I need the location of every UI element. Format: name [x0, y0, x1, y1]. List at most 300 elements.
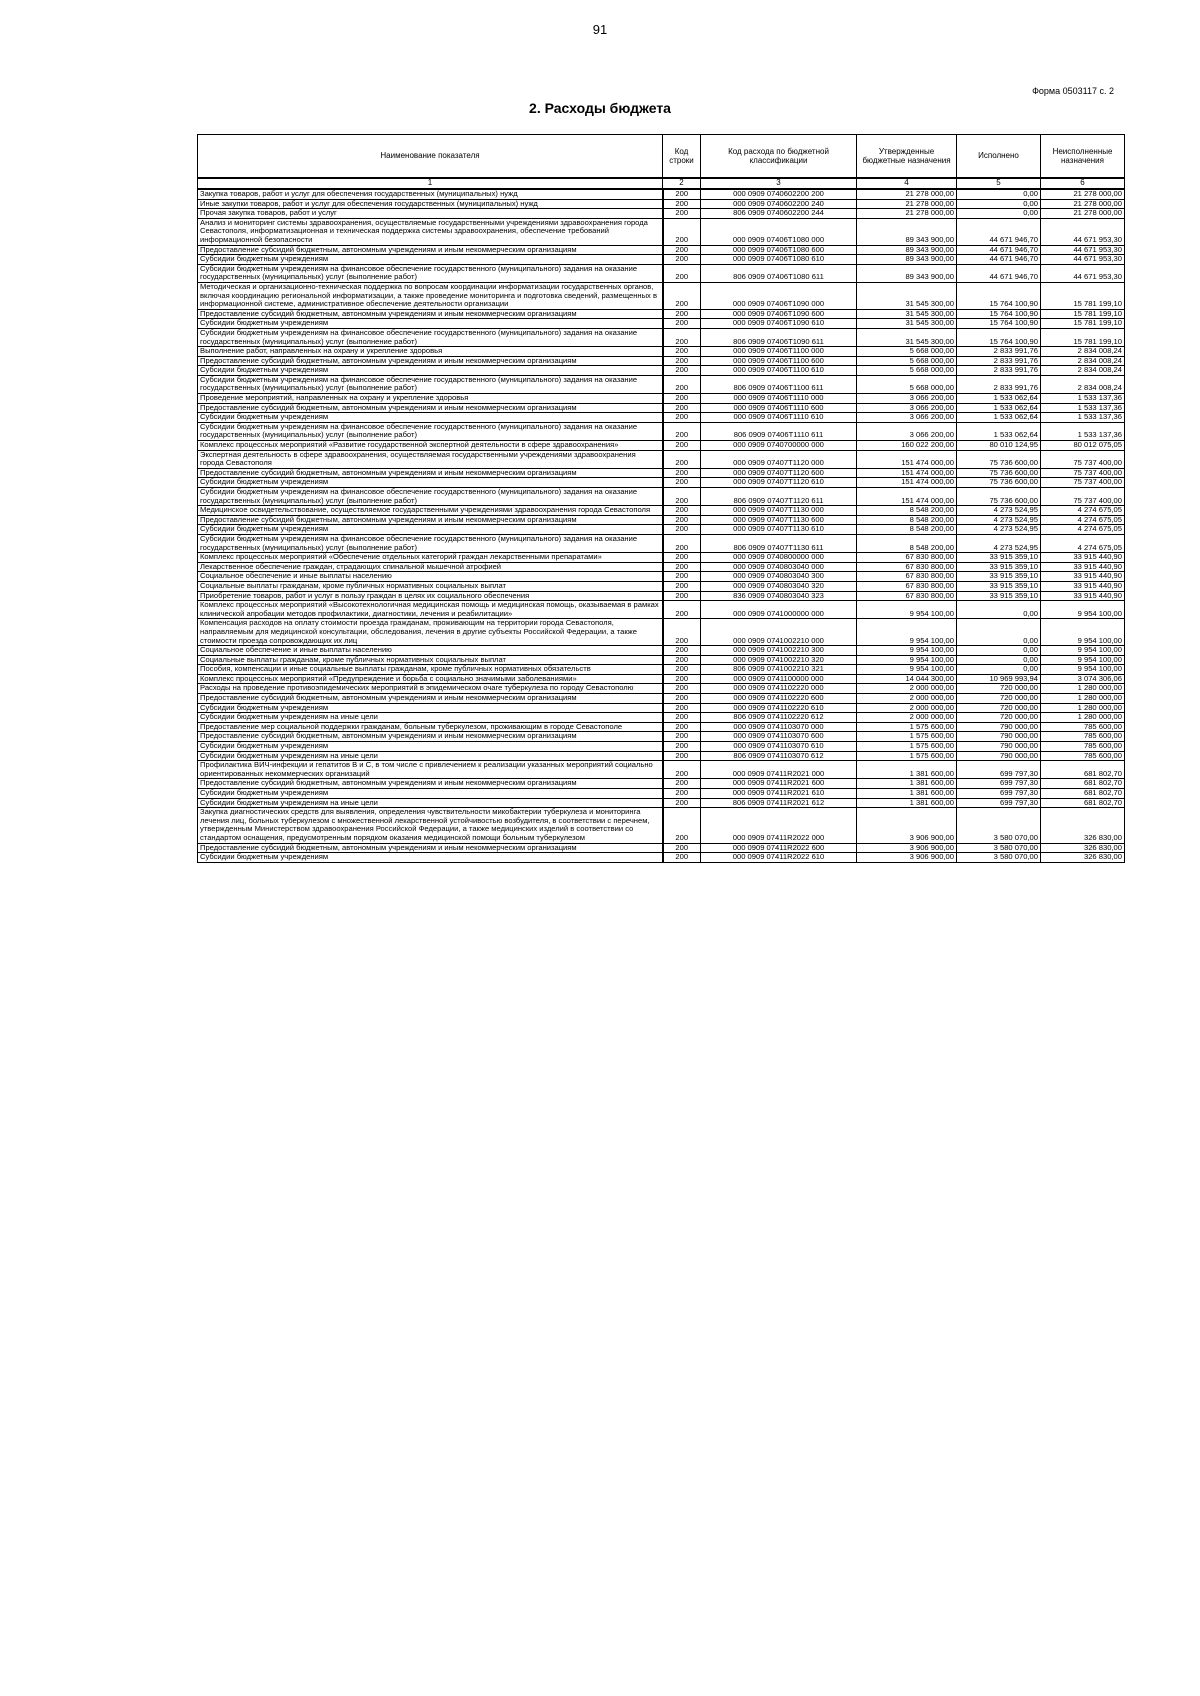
row-code-cell: 200 — [663, 525, 701, 535]
approved-amount-cell: 9 954 100,00 — [857, 646, 957, 656]
indicator-name-cell: Комплекс процессных мероприятий «Предупреждение и борьба с социально значимыми заболеваниями» — [198, 674, 663, 684]
indicator-name-cell: Предоставление субсидий бюджетным, автономным учреждениям и иным некоммерческим организациям — [198, 468, 663, 478]
approved-amount-cell: 9 954 100,00 — [857, 601, 957, 619]
unexecuted-amount-cell: 1 533 137,36 — [1041, 413, 1125, 423]
table-body — [198, 189, 1125, 862]
approved-amount-cell: 2 000 000,00 — [857, 684, 957, 694]
unexecuted-amount-cell: 785 600,00 — [1041, 751, 1125, 761]
unexecuted-amount-cell: 44 671 953,30 — [1041, 255, 1125, 265]
executed-amount-cell: 2 833 991,76 — [957, 375, 1041, 393]
table-row — [198, 525, 1125, 535]
header-row-code: Код строки — [663, 135, 701, 179]
executed-amount-cell: 3 580 070,00 — [957, 853, 1041, 863]
indicator-name-cell: Субсидии бюджетным учреждениям на иные цели — [198, 798, 663, 808]
executed-amount-cell: 75 736 600,00 — [957, 450, 1041, 468]
row-code-cell: 200 — [663, 245, 701, 255]
approved-amount-cell: 151 474 000,00 — [857, 478, 957, 488]
executed-amount-cell: 15 764 100,90 — [957, 282, 1041, 309]
table-row — [198, 488, 1125, 506]
unexecuted-amount-cell: 681 802,70 — [1041, 779, 1125, 789]
row-code-cell: 200 — [663, 209, 701, 219]
row-code-cell: 200 — [663, 843, 701, 853]
executed-amount-cell: 15 764 100,90 — [957, 309, 1041, 319]
approved-amount-cell: 31 545 300,00 — [857, 282, 957, 309]
indicator-name-cell: Субсидии бюджетным учреждениям на финансовое обеспечение государственного (муниципального) задания на оказание государственных (муниципальных) услуг (выполнение работ) — [198, 375, 663, 393]
approved-amount-cell: 31 545 300,00 — [857, 309, 957, 319]
table-row — [198, 218, 1125, 245]
unexecuted-amount-cell: 75 737 400,00 — [1041, 478, 1125, 488]
unexecuted-amount-cell: 1 533 137,36 — [1041, 403, 1125, 413]
row-code-cell: 200 — [663, 488, 701, 506]
table-row — [198, 684, 1125, 694]
unexecuted-amount-cell: 15 781 199,10 — [1041, 282, 1125, 309]
header-executed: Исполнено — [957, 135, 1041, 179]
unexecuted-amount-cell: 9 954 100,00 — [1041, 619, 1125, 646]
approved-amount-cell: 67 830 800,00 — [857, 553, 957, 563]
table-row — [198, 732, 1125, 742]
indicator-name-cell: Комплекс процессных мероприятий «Развитие государственной экспертной деятельности в сфере здравоохранения» — [198, 441, 663, 451]
unexecuted-amount-cell: 326 830,00 — [1041, 843, 1125, 853]
expense-code-cell: 000 0909 07411R2021 000 — [701, 761, 857, 779]
expense-code-cell: 000 0909 0740602200 200 — [701, 189, 857, 199]
approved-amount-cell: 21 278 000,00 — [857, 189, 957, 199]
unexecuted-amount-cell: 21 278 000,00 — [1041, 189, 1125, 199]
expense-code-cell: 000 0909 0740803040 320 — [701, 581, 857, 591]
executed-amount-cell: 2 833 991,76 — [957, 356, 1041, 366]
row-code-cell: 200 — [663, 761, 701, 779]
approved-amount-cell: 5 668 000,00 — [857, 366, 957, 376]
indicator-name-cell: Субсидии бюджетным учреждениям на финансовое обеспечение государственного (муниципального) задания на оказание государственных (муниципальных) услуг (выполнение работ) — [198, 534, 663, 552]
row-code-cell: 200 — [663, 218, 701, 245]
indicator-name-cell: Закупка товаров, работ и услуг для обеспечения государственных (муниципальных) нужд — [198, 189, 663, 199]
expenses-table — [197, 134, 1125, 863]
unexecuted-amount-cell: 21 278 000,00 — [1041, 199, 1125, 209]
unexecuted-amount-cell: 4 274 675,05 — [1041, 506, 1125, 516]
header-approved: Утвержденные бюджетные назначения — [857, 135, 957, 179]
indicator-name-cell: Предоставление субсидий бюджетным, автономным учреждениям и иным некоммерческим организациям — [198, 843, 663, 853]
expense-code-cell: 000 0909 07406Т1090 600 — [701, 309, 857, 319]
executed-amount-cell: 4 273 524,95 — [957, 525, 1041, 535]
expense-code-cell: 806 0909 07406Т1080 611 — [701, 264, 857, 282]
table-row — [198, 562, 1125, 572]
indicator-name-cell: Иные закупки товаров, работ и услуг для обеспечения государственных (муниципальных) нужд — [198, 199, 663, 209]
table-row — [198, 189, 1125, 199]
unexecuted-amount-cell: 326 830,00 — [1041, 853, 1125, 863]
table-row — [198, 581, 1125, 591]
table-row — [198, 264, 1125, 282]
executed-amount-cell: 10 969 993,94 — [957, 674, 1041, 684]
approved-amount-cell: 3 906 900,00 — [857, 853, 957, 863]
approved-amount-cell: 1 381 600,00 — [857, 798, 957, 808]
approved-amount-cell: 8 548 200,00 — [857, 525, 957, 535]
unexecuted-amount-cell: 785 600,00 — [1041, 742, 1125, 752]
executed-amount-cell: 44 671 946,70 — [957, 264, 1041, 282]
executed-amount-cell: 699 797,30 — [957, 761, 1041, 779]
row-code-cell: 200 — [663, 394, 701, 404]
table-row — [198, 403, 1125, 413]
approved-amount-cell: 1 575 600,00 — [857, 732, 957, 742]
table-row — [198, 713, 1125, 723]
executed-amount-cell: 15 764 100,90 — [957, 328, 1041, 346]
indicator-name-cell: Субсидии бюджетным учреждениям — [198, 525, 663, 535]
indicator-name-cell: Субсидии бюджетным учреждениям — [198, 853, 663, 863]
indicator-name-cell: Субсидии бюджетным учреждениям на иные цели — [198, 751, 663, 761]
approved-amount-cell: 89 343 900,00 — [857, 218, 957, 245]
table-row — [198, 422, 1125, 440]
row-code-cell: 200 — [663, 309, 701, 319]
expense-code-cell: 000 0909 07406Т1100 000 — [701, 347, 857, 357]
expense-code-cell: 000 0909 07407Т1120 600 — [701, 468, 857, 478]
executed-amount-cell: 80 010 124,95 — [957, 441, 1041, 451]
expense-code-cell: 806 0909 07406Т1100 611 — [701, 375, 857, 393]
indicator-name-cell: Субсидии бюджетным учреждениям на финансовое обеспечение государственного (муниципального) задания на оказание государственных (муниципальных) услуг (выполнение работ) — [198, 422, 663, 440]
executed-amount-cell: 790 000,00 — [957, 722, 1041, 732]
expense-code-cell: 000 0909 07406Т1090 000 — [701, 282, 857, 309]
row-code-cell: 200 — [663, 506, 701, 516]
row-code-cell: 200 — [663, 403, 701, 413]
column-number: 1 — [198, 178, 663, 189]
unexecuted-amount-cell: 33 915 440,90 — [1041, 581, 1125, 591]
unexecuted-amount-cell: 75 737 400,00 — [1041, 488, 1125, 506]
unexecuted-amount-cell: 3 074 306,06 — [1041, 674, 1125, 684]
unexecuted-amount-cell: 33 915 440,90 — [1041, 572, 1125, 582]
expense-code-cell: 000 0909 07406Т1110 610 — [701, 413, 857, 423]
indicator-name-cell: Предоставление субсидий бюджетным, автономным учреждениям и иным некоммерческим организациям — [198, 403, 663, 413]
expense-code-cell: 000 0909 07411R2021 600 — [701, 779, 857, 789]
indicator-name-cell: Приобретение товаров, работ и услуг в пользу граждан в целях их социального обеспечения — [198, 591, 663, 601]
unexecuted-amount-cell: 33 915 440,90 — [1041, 553, 1125, 563]
indicator-name-cell: Субсидии бюджетным учреждениям — [198, 255, 663, 265]
row-code-cell: 200 — [663, 779, 701, 789]
indicator-name-cell: Методическая и организационно-техническая поддержка по вопросам координации информатизации государственных органов, включая координацию региональной информатизации, а также проведение мониторинга и подготовка сведений, размещенных в информационной системе, административное обеспечение деятельности организации — [198, 282, 663, 309]
table-row — [198, 601, 1125, 619]
row-code-cell: 200 — [663, 356, 701, 366]
table-row — [198, 694, 1125, 704]
unexecuted-amount-cell: 681 802,70 — [1041, 761, 1125, 779]
executed-amount-cell: 699 797,30 — [957, 779, 1041, 789]
expense-code-cell: 000 0909 07407Т1130 600 — [701, 515, 857, 525]
approved-amount-cell: 151 474 000,00 — [857, 468, 957, 478]
row-code-cell: 200 — [663, 591, 701, 601]
indicator-name-cell: Субсидии бюджетным учреждениям — [198, 366, 663, 376]
expense-code-cell: 000 0909 0741102220 600 — [701, 694, 857, 704]
row-code-cell: 200 — [663, 319, 701, 329]
page-number: 91 — [592, 22, 608, 37]
unexecuted-amount-cell: 1 280 000,00 — [1041, 684, 1125, 694]
expense-code-cell: 000 0909 0740803040 300 — [701, 572, 857, 582]
expense-code-cell: 806 0909 07411R2021 612 — [701, 798, 857, 808]
expense-code-cell: 806 0909 07406Т1090 611 — [701, 328, 857, 346]
approved-amount-cell: 21 278 000,00 — [857, 209, 957, 219]
table-row — [198, 789, 1125, 799]
row-code-cell: 200 — [663, 515, 701, 525]
expense-code-cell: 000 0909 07411R2022 600 — [701, 843, 857, 853]
approved-amount-cell: 67 830 800,00 — [857, 572, 957, 582]
row-code-cell: 200 — [663, 722, 701, 732]
approved-amount-cell: 151 474 000,00 — [857, 488, 957, 506]
executed-amount-cell: 790 000,00 — [957, 732, 1041, 742]
column-number: 2 — [663, 178, 701, 189]
approved-amount-cell: 3 066 200,00 — [857, 413, 957, 423]
expense-code-cell: 000 0909 07407Т1120 610 — [701, 478, 857, 488]
table-row — [198, 413, 1125, 423]
expense-code-cell: 806 0909 07407Т1120 611 — [701, 488, 857, 506]
table-row — [198, 761, 1125, 779]
unexecuted-amount-cell: 1 533 137,36 — [1041, 422, 1125, 440]
unexecuted-amount-cell: 2 834 008,24 — [1041, 366, 1125, 376]
row-code-cell: 200 — [663, 562, 701, 572]
executed-amount-cell: 790 000,00 — [957, 742, 1041, 752]
executed-amount-cell: 0,00 — [957, 209, 1041, 219]
expense-code-cell: 000 0909 0741002210 300 — [701, 646, 857, 656]
row-code-cell: 200 — [663, 572, 701, 582]
indicator-name-cell: Комплекс процессных мероприятий «Высокотехнологичная медицинская помощь и медицинская помощь, оказываемая в рамках клинической апробации методов профилактики, диагностики, лечения и реабилитации» — [198, 601, 663, 619]
expense-code-cell: 000 0909 0740602200 240 — [701, 199, 857, 209]
indicator-name-cell: Субсидии бюджетным учреждениям — [198, 742, 663, 752]
indicator-name-cell: Анализ и мониторинг системы здравоохранения, осуществляемые государственными учреждениями здравоохранения города Севастополя, информатизационная и техническая поддержка системы здравоохранения, обеспечение требований информационной безопасности — [198, 218, 663, 245]
row-code-cell: 200 — [663, 751, 701, 761]
row-code-cell: 200 — [663, 422, 701, 440]
indicator-name-cell: Социальные выплаты гражданам, кроме публичных нормативных социальных выплат — [198, 581, 663, 591]
approved-amount-cell: 5 668 000,00 — [857, 356, 957, 366]
row-code-cell: 200 — [663, 601, 701, 619]
executed-amount-cell: 75 736 600,00 — [957, 468, 1041, 478]
approved-amount-cell: 67 830 800,00 — [857, 581, 957, 591]
expense-code-cell: 000 0909 0740800000 000 — [701, 553, 857, 563]
executed-amount-cell: 3 580 070,00 — [957, 843, 1041, 853]
expense-code-cell: 000 0909 07407Т1120 000 — [701, 450, 857, 468]
unexecuted-amount-cell: 4 274 675,05 — [1041, 525, 1125, 535]
expense-code-cell: 000 0909 07411R2021 610 — [701, 789, 857, 799]
approved-amount-cell: 160 022 200,00 — [857, 441, 957, 451]
unexecuted-amount-cell: 2 834 008,24 — [1041, 375, 1125, 393]
approved-amount-cell: 8 548 200,00 — [857, 506, 957, 516]
executed-amount-cell: 720 000,00 — [957, 694, 1041, 704]
executed-amount-cell: 0,00 — [957, 619, 1041, 646]
expense-code-cell: 000 0909 07411R2022 000 — [701, 808, 857, 843]
table-row — [198, 245, 1125, 255]
approved-amount-cell: 1 575 600,00 — [857, 751, 957, 761]
expense-code-cell: 000 0909 07406Т1090 610 — [701, 319, 857, 329]
executed-amount-cell: 0,00 — [957, 601, 1041, 619]
expense-code-cell: 000 0909 0741102220 610 — [701, 703, 857, 713]
row-code-cell: 200 — [663, 189, 701, 199]
row-code-cell: 200 — [663, 684, 701, 694]
row-code-cell: 200 — [663, 441, 701, 451]
row-code-cell: 200 — [663, 646, 701, 656]
row-code-cell: 200 — [663, 732, 701, 742]
header-indicator-name: Наименование показателя — [198, 135, 663, 179]
table-row — [198, 209, 1125, 219]
unexecuted-amount-cell: 785 600,00 — [1041, 722, 1125, 732]
expense-code-cell: 000 0909 0740700000 000 — [701, 441, 857, 451]
executed-amount-cell: 699 797,30 — [957, 789, 1041, 799]
expense-code-cell: 806 0909 07406Т1110 611 — [701, 422, 857, 440]
table-row — [198, 515, 1125, 525]
indicator-name-cell: Субсидии бюджетным учреждениям — [198, 789, 663, 799]
unexecuted-amount-cell: 9 954 100,00 — [1041, 665, 1125, 675]
approved-amount-cell: 1 575 600,00 — [857, 742, 957, 752]
approved-amount-cell: 67 830 800,00 — [857, 591, 957, 601]
unexecuted-amount-cell: 44 671 953,30 — [1041, 264, 1125, 282]
approved-amount-cell: 89 343 900,00 — [857, 245, 957, 255]
form-code: Форма 0503117 с. 2 — [1032, 86, 1114, 96]
unexecuted-amount-cell: 9 954 100,00 — [1041, 655, 1125, 665]
approved-amount-cell: 21 278 000,00 — [857, 199, 957, 209]
table-row — [198, 572, 1125, 582]
row-code-cell: 200 — [663, 808, 701, 843]
approved-amount-cell: 2 000 000,00 — [857, 703, 957, 713]
approved-amount-cell: 89 343 900,00 — [857, 255, 957, 265]
expense-code-cell: 000 0909 07406Т1080 610 — [701, 255, 857, 265]
table-row — [198, 468, 1125, 478]
approved-amount-cell: 1 381 600,00 — [857, 789, 957, 799]
expense-code-cell: 000 0909 0740803040 000 — [701, 562, 857, 572]
unexecuted-amount-cell: 33 915 440,90 — [1041, 562, 1125, 572]
table-row — [198, 282, 1125, 309]
expense-code-cell: 000 0909 0741103070 600 — [701, 732, 857, 742]
row-code-cell: 200 — [663, 264, 701, 282]
table-row — [198, 319, 1125, 329]
table-row — [198, 441, 1125, 451]
approved-amount-cell: 1 381 600,00 — [857, 779, 957, 789]
row-code-cell: 200 — [663, 450, 701, 468]
unexecuted-amount-cell: 785 600,00 — [1041, 732, 1125, 742]
indicator-name-cell: Субсидии бюджетным учреждениям — [198, 478, 663, 488]
executed-amount-cell: 75 736 600,00 — [957, 488, 1041, 506]
approved-amount-cell: 3 906 900,00 — [857, 808, 957, 843]
executed-amount-cell: 4 273 524,95 — [957, 506, 1041, 516]
expense-code-cell: 000 0909 07407Т1130 610 — [701, 525, 857, 535]
executed-amount-cell: 1 533 062,64 — [957, 422, 1041, 440]
indicator-name-cell: Расходы на проведение противоэпидемических мероприятий в эпидемическом очаге туберкулеза по городу Севастополю — [198, 684, 663, 694]
row-code-cell: 200 — [663, 347, 701, 357]
table-row — [198, 655, 1125, 665]
approved-amount-cell: 9 954 100,00 — [857, 655, 957, 665]
row-code-cell: 200 — [663, 703, 701, 713]
indicator-name-cell: Прочая закупка товаров, работ и услуг — [198, 209, 663, 219]
unexecuted-amount-cell: 15 781 199,10 — [1041, 328, 1125, 346]
approved-amount-cell: 31 545 300,00 — [857, 319, 957, 329]
executed-amount-cell: 1 533 062,64 — [957, 403, 1041, 413]
expense-code-cell: 000 0909 07406Т1110 000 — [701, 394, 857, 404]
indicator-name-cell: Субсидии бюджетным учреждениям на иные цели — [198, 713, 663, 723]
unexecuted-amount-cell: 21 278 000,00 — [1041, 209, 1125, 219]
column-number-row — [198, 178, 1125, 189]
expense-code-cell: 000 0909 07406Т1100 610 — [701, 366, 857, 376]
row-code-cell: 200 — [663, 255, 701, 265]
unexecuted-amount-cell: 1 280 000,00 — [1041, 713, 1125, 723]
indicator-name-cell: Субсидии бюджетным учреждениям — [198, 703, 663, 713]
row-code-cell: 200 — [663, 328, 701, 346]
expense-code-cell: 000 0909 07406Т1110 600 — [701, 403, 857, 413]
expense-code-cell: 000 0909 0741103070 000 — [701, 722, 857, 732]
document-title: 2. Расходы бюджета — [529, 100, 671, 116]
approved-amount-cell: 9 954 100,00 — [857, 665, 957, 675]
expense-code-cell: 000 0909 0741102220 000 — [701, 684, 857, 694]
executed-amount-cell: 33 915 359,10 — [957, 581, 1041, 591]
table-row — [198, 478, 1125, 488]
approved-amount-cell: 3 066 200,00 — [857, 403, 957, 413]
table-row — [198, 808, 1125, 843]
table-row — [198, 646, 1125, 656]
row-code-cell: 200 — [663, 619, 701, 646]
header-row — [198, 135, 1125, 179]
expense-code-cell: 836 0909 0740803040 323 — [701, 591, 857, 601]
unexecuted-amount-cell: 75 737 400,00 — [1041, 468, 1125, 478]
indicator-name-cell: Субсидии бюджетным учреждениям — [198, 319, 663, 329]
approved-amount-cell: 5 668 000,00 — [857, 347, 957, 357]
unexecuted-amount-cell: 2 834 008,24 — [1041, 356, 1125, 366]
indicator-name-cell: Субсидии бюджетным учреждениям на финансовое обеспечение государственного (муниципального) задания на оказание государственных (муниципальных) услуг (выполнение работ) — [198, 264, 663, 282]
indicator-name-cell: Предоставление субсидий бюджетным, автономным учреждениям и иным некоммерческим организациям — [198, 694, 663, 704]
executed-amount-cell: 44 671 946,70 — [957, 218, 1041, 245]
expense-code-cell: 806 0909 0740602200 244 — [701, 209, 857, 219]
column-number: 6 — [1041, 178, 1125, 189]
approved-amount-cell: 151 474 000,00 — [857, 450, 957, 468]
executed-amount-cell: 15 764 100,90 — [957, 319, 1041, 329]
row-code-cell: 200 — [663, 742, 701, 752]
row-code-cell: 200 — [663, 665, 701, 675]
expense-code-cell: 000 0909 07406Т1080 000 — [701, 218, 857, 245]
indicator-name-cell: Предоставление субсидий бюджетным, автономным учреждениям и иным некоммерческим организациям — [198, 356, 663, 366]
unexecuted-amount-cell: 1 280 000,00 — [1041, 703, 1125, 713]
executed-amount-cell: 1 533 062,64 — [957, 413, 1041, 423]
executed-amount-cell: 44 671 946,70 — [957, 245, 1041, 255]
executed-amount-cell: 75 736 600,00 — [957, 478, 1041, 488]
table-row — [198, 506, 1125, 516]
executed-amount-cell: 33 915 359,10 — [957, 572, 1041, 582]
row-code-cell: 200 — [663, 798, 701, 808]
unexecuted-amount-cell: 75 737 400,00 — [1041, 450, 1125, 468]
table-row — [198, 665, 1125, 675]
table-row — [198, 703, 1125, 713]
executed-amount-cell: 3 580 070,00 — [957, 808, 1041, 843]
unexecuted-amount-cell: 9 954 100,00 — [1041, 646, 1125, 656]
unexecuted-amount-cell: 15 781 199,10 — [1041, 319, 1125, 329]
indicator-name-cell: Субсидии бюджетным учреждениям на финансовое обеспечение государственного (муниципального) задания на оказание государственных (муниципальных) услуг (выполнение работ) — [198, 488, 663, 506]
unexecuted-amount-cell: 4 274 675,05 — [1041, 534, 1125, 552]
row-code-cell: 200 — [663, 789, 701, 799]
expense-code-cell: 806 0909 0741102220 612 — [701, 713, 857, 723]
row-code-cell: 200 — [663, 655, 701, 665]
table-row — [198, 674, 1125, 684]
approved-amount-cell: 5 668 000,00 — [857, 375, 957, 393]
unexecuted-amount-cell: 44 671 953,30 — [1041, 218, 1125, 245]
column-number: 4 — [857, 178, 957, 189]
unexecuted-amount-cell: 4 274 675,05 — [1041, 515, 1125, 525]
unexecuted-amount-cell: 9 954 100,00 — [1041, 601, 1125, 619]
unexecuted-amount-cell: 80 012 075,05 — [1041, 441, 1125, 451]
column-number: 5 — [957, 178, 1041, 189]
approved-amount-cell: 3 906 900,00 — [857, 843, 957, 853]
executed-amount-cell: 0,00 — [957, 665, 1041, 675]
indicator-name-cell: Предоставление субсидий бюджетным, автономным учреждениям и иным некоммерческим организациям — [198, 779, 663, 789]
approved-amount-cell: 89 343 900,00 — [857, 264, 957, 282]
row-code-cell: 200 — [663, 553, 701, 563]
executed-amount-cell: 4 273 524,95 — [957, 515, 1041, 525]
approved-amount-cell: 31 545 300,00 — [857, 328, 957, 346]
row-code-cell: 200 — [663, 853, 701, 863]
indicator-name-cell: Предоставление субсидий бюджетным, автономным учреждениям и иным некоммерческим организациям — [198, 245, 663, 255]
table-row — [198, 591, 1125, 601]
table-row — [198, 843, 1125, 853]
table-row — [198, 722, 1125, 732]
executed-amount-cell: 720 000,00 — [957, 684, 1041, 694]
indicator-name-cell: Медицинское освидетельствование, осуществляемое государственными учреждениями здравоохранения города Севастополя — [198, 506, 663, 516]
table-row — [198, 779, 1125, 789]
table-row — [198, 751, 1125, 761]
